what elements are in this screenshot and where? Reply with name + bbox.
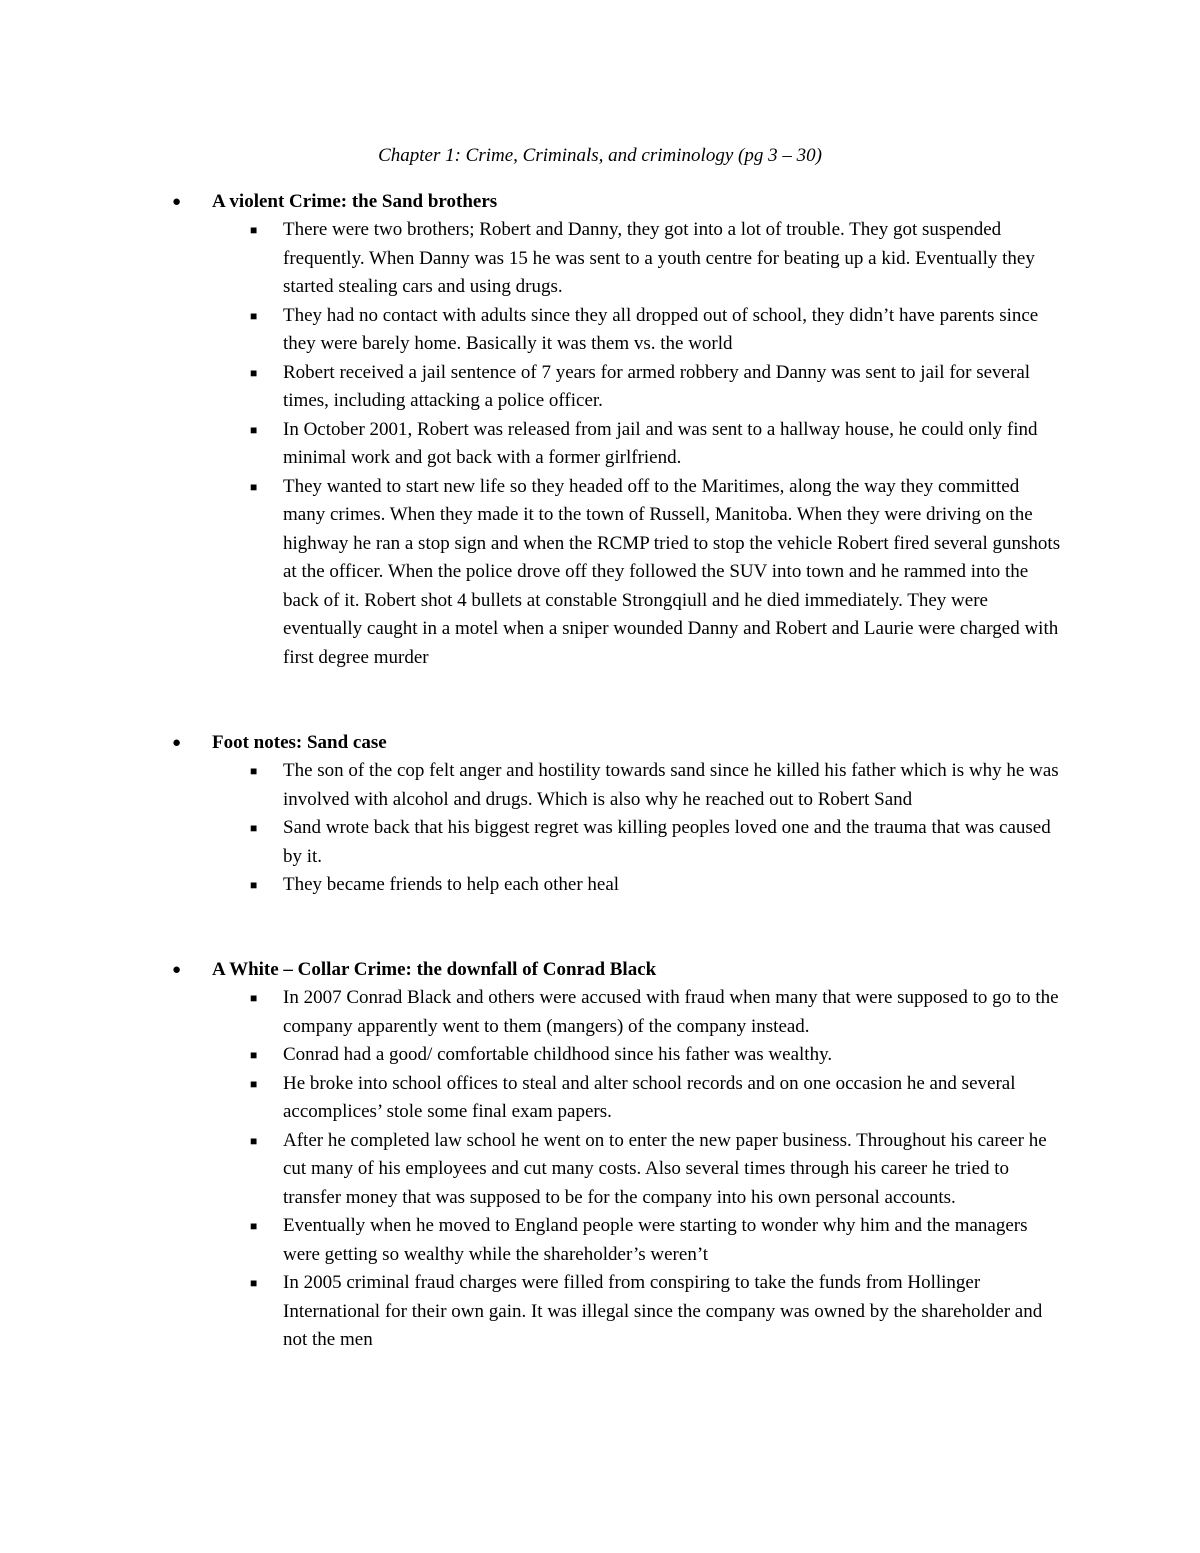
section-heading bbox=[0, 729, 1200, 757]
section-heading bbox=[0, 956, 1200, 984]
bullet-icon: ● bbox=[172, 735, 182, 751]
page-title: Chapter 1: Crime, Criminals, and criminology (pg 3 – 30) bbox=[378, 145, 822, 166]
list-item bbox=[0, 1212, 1061, 1269]
section-heading-text: A White – Collar Crime: the downfall of Conrad Black bbox=[212, 959, 657, 980]
square-bullet-icon: ■ bbox=[250, 821, 258, 835]
list-item-text: In 2007 Conrad Black and others were accused with fraud when many that were supposed to go to the company apparently went to them (mangers) of the company instead. bbox=[283, 987, 1059, 1037]
bullet-list bbox=[0, 757, 1200, 900]
bullet-list bbox=[0, 216, 1200, 672]
list-item bbox=[0, 1041, 1061, 1070]
square-bullet-icon: ■ bbox=[250, 764, 258, 778]
square-bullet-icon: ■ bbox=[250, 1133, 258, 1148]
list-item-text: Eventually when he moved to England people were starting to wonder why him and the managers were getting so wealthy while the shareholder’s weren’t bbox=[283, 1215, 1028, 1265]
section-foot-notes bbox=[0, 729, 1200, 900]
section-heading-text: Foot notes: Sand case bbox=[212, 732, 387, 753]
list-item-text: In 2005 criminal fraud charges were filled from conspiring to take the funds from Hollinger International for their own gain. It was illegal since the company was owned by the shareholder and not the men bbox=[283, 1272, 1043, 1350]
square-bullet-icon: ■ bbox=[250, 1048, 258, 1062]
square-bullet-icon: ■ bbox=[250, 1219, 258, 1233]
list-item bbox=[0, 416, 1061, 473]
square-bullet-icon: ■ bbox=[250, 479, 258, 494]
square-bullet-icon: ■ bbox=[250, 1076, 258, 1091]
square-bullet-icon: ■ bbox=[250, 422, 258, 437]
list-item bbox=[0, 216, 1061, 302]
bullet-icon: ● bbox=[172, 194, 182, 210]
square-bullet-icon: ■ bbox=[250, 991, 258, 1005]
list-item bbox=[0, 757, 1061, 814]
list-item bbox=[0, 359, 1061, 416]
list-item-text: After he completed law school he went on to enter the new paper business. Throughout his career he cut many of his employees and cut many costs. Also several times through his career he tried to transfer money that was supposed to be for the company into his own personal accounts. bbox=[283, 1129, 1047, 1208]
list-item bbox=[0, 302, 1061, 359]
square-bullet-icon: ■ bbox=[250, 1276, 258, 1290]
square-bullet-icon: ■ bbox=[250, 308, 258, 323]
bullet-icon: ● bbox=[172, 962, 182, 978]
list-item-text: Conrad had a good/ comfortable childhood since his father was wealthy. bbox=[283, 1044, 833, 1065]
square-bullet-icon: ■ bbox=[250, 365, 258, 380]
list-item bbox=[0, 814, 1061, 871]
list-item-text: There were two brothers; Robert and Danny, they got into a lot of trouble. They got suspended frequently. When Danny was 15 he was sent to a youth centre for beating up a kid. Eventually they started stealing cars and using drugs. bbox=[283, 219, 1035, 297]
list-item bbox=[0, 1070, 1061, 1127]
bullet-list bbox=[0, 984, 1200, 1355]
list-item bbox=[0, 984, 1061, 1041]
list-item-text: He broke into school offices to steal and alter school records and on one occasion he and several accomplices’ stole some final exam papers. bbox=[283, 1072, 1016, 1122]
square-bullet-icon: ■ bbox=[250, 878, 258, 892]
list-item-text: Robert received a jail sentence of 7 years for armed robbery and Danny was sent to jail for several times, including attacking a police officer. bbox=[283, 361, 1031, 411]
list-item bbox=[0, 473, 1061, 673]
section-sand-brothers bbox=[0, 188, 1200, 672]
list-item-text: They became friends to help each other heal bbox=[283, 874, 620, 895]
list-item bbox=[0, 1127, 1061, 1213]
list-item-text: Sand wrote back that his biggest regret was killing peoples loved one and the trauma that was caused by it. bbox=[283, 817, 1051, 867]
list-item bbox=[0, 1269, 1061, 1355]
list-item-text: They had no contact with adults since they all dropped out of school, they didn’t have parents since they were barely home. Basically it was them vs. the world bbox=[283, 304, 1039, 354]
section-heading bbox=[0, 188, 1200, 216]
list-item bbox=[0, 871, 1061, 900]
list-item-text: They wanted to start new life so they headed off to the Maritimes, along the way they committed many crimes. When they made it to the town of Russell, Manitoba. When they were driving on the highway he ran a stop sign and when the RCMP tried to stop the vehicle Robert fired several gunshots at the officer. When the police drove off they followed the SUV into town and he rammed into the back of it. Robert shot 4 bullets at constable Strongqiull and he died immediately. They were eventually caught in a motel when a sniper wounded Danny and Robert and Laurie were charged with first degree murder bbox=[283, 475, 1061, 668]
list-item-text: The son of the cop felt anger and hostility towards sand since he killed his father which is why he was involved with alcohol and drugs. Which is also why he reached out to Robert Sand bbox=[283, 760, 1059, 810]
section-heading-text: A violent Crime: the Sand brothers bbox=[212, 191, 498, 212]
square-bullet-icon: ■ bbox=[250, 223, 258, 237]
section-white-collar-crime bbox=[0, 956, 1200, 1355]
list-item-text: In October 2001, Robert was released from jail and was sent to a hallway house, he could only find minimal work and got back with a former girlfriend. bbox=[283, 418, 1038, 468]
